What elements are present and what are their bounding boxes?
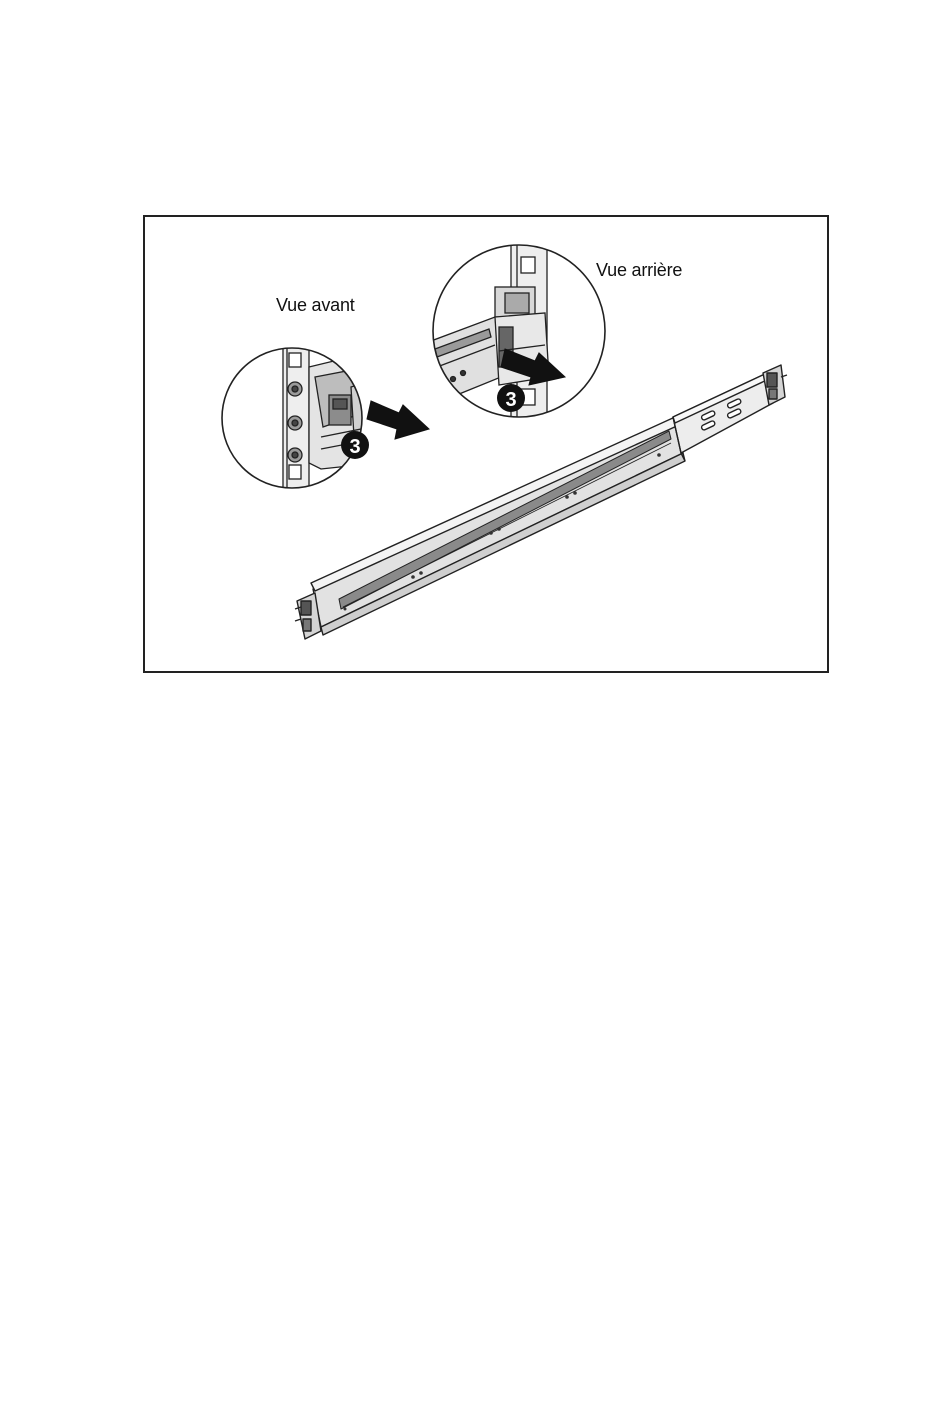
rail-installation-illustration [145,217,827,671]
rail-slot [339,431,671,609]
figure-frame [143,215,829,673]
step-badge-icon [341,431,369,459]
rear-view-callout [431,243,605,443]
step-number-rear: 3 [505,389,517,411]
front-view-label: Vue avant [276,295,355,315]
step-badge-icon [497,384,525,412]
rail-bottom-lip [321,453,685,635]
front-view-callout [222,327,429,507]
arrow-icon [367,401,429,439]
rear-view-label: Vue arrière [596,260,683,280]
step-number-front: 3 [349,436,361,458]
